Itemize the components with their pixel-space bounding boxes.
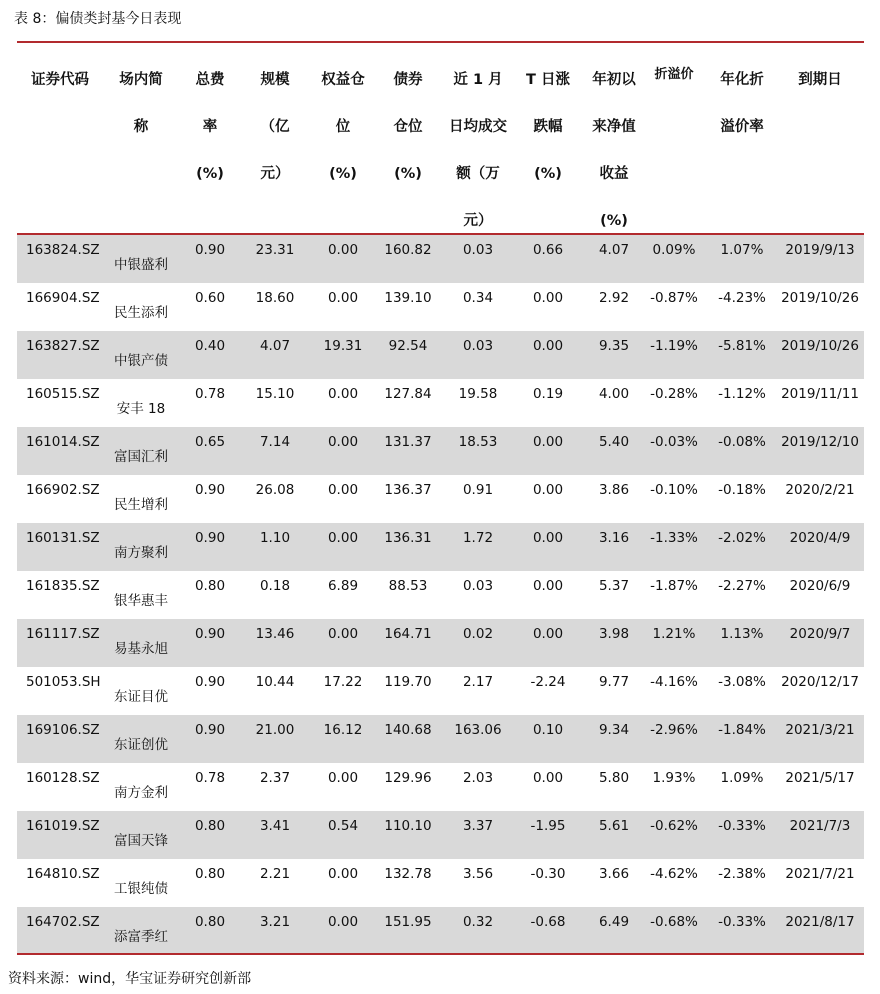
cell-fee: 0.90 [194, 482, 226, 498]
cell-bond: 92.54 [388, 338, 428, 354]
cell-volume: 0.03 [462, 338, 494, 354]
cell-fee: 0.60 [194, 290, 226, 306]
cell-ytd: 9.35 [598, 338, 630, 354]
cell-premium: -1.87% [650, 578, 698, 594]
table-row [17, 427, 864, 475]
column-header-name: 场内简 称 [119, 72, 163, 135]
cell-maturity: 2020/6/9 [789, 578, 851, 594]
cell-change: 0.00 [532, 626, 564, 642]
cell-ytd: 9.77 [598, 674, 630, 690]
bottom-rule [17, 953, 864, 955]
cell-equity: 0.00 [327, 482, 359, 498]
cell-ytd: 4.00 [598, 386, 630, 402]
cell-name: 工银纯债 [114, 881, 168, 897]
cell-volume: 18.53 [458, 434, 498, 450]
cell-premium: -0.87% [650, 290, 698, 306]
cell-fee: 0.90 [194, 242, 226, 258]
cell-code: 164702.SZ [26, 914, 100, 930]
table-row [17, 283, 864, 331]
cell-equity: 0.00 [327, 386, 359, 402]
cell-equity: 0.00 [327, 242, 359, 258]
table-row [17, 667, 864, 715]
cell-code: 163827.SZ [26, 338, 100, 354]
cell-maturity: 2021/7/21 [785, 866, 855, 882]
cell-maturity: 2019/10/26 [781, 338, 859, 354]
cell-bond: 151.95 [384, 914, 432, 930]
table-row [17, 811, 864, 859]
cell-annual: 1.13% [720, 626, 764, 642]
cell-maturity: 2021/5/17 [785, 770, 855, 786]
column-header-scale: 规模 （亿 元） [260, 72, 290, 182]
cell-bond: 136.37 [384, 482, 432, 498]
cell-code: 161019.SZ [26, 818, 100, 834]
column-header-fee: 总费 率 (%) [195, 72, 225, 182]
cell-fee: 0.65 [194, 434, 226, 450]
cell-change: 0.00 [532, 338, 564, 354]
cell-equity: 0.00 [327, 770, 359, 786]
cell-fee: 0.80 [194, 866, 226, 882]
cell-code: 160131.SZ [26, 530, 100, 546]
cell-bond: 88.53 [388, 578, 428, 594]
cell-change: -1.95 [530, 818, 566, 834]
cell-equity: 16.12 [323, 722, 363, 738]
cell-scale: 23.31 [255, 242, 295, 258]
cell-premium: -4.62% [650, 866, 698, 882]
table-row [17, 715, 864, 763]
table-header [17, 43, 864, 233]
cell-scale: 26.08 [255, 482, 295, 498]
cell-ytd: 3.16 [598, 530, 630, 546]
cell-code: 163824.SZ [26, 242, 100, 258]
cell-name: 银华惠丰 [114, 593, 168, 609]
cell-volume: 0.03 [462, 242, 494, 258]
cell-code: 169106.SZ [26, 722, 100, 738]
cell-equity: 0.00 [327, 434, 359, 450]
cell-equity: 17.22 [323, 674, 363, 690]
source-note: 资料来源：wind，华宝证券研究创新部 [8, 971, 252, 987]
column-header-change: T 日涨 跌幅 (%) [526, 72, 570, 182]
cell-name: 东证目优 [114, 689, 168, 705]
cell-ytd: 5.37 [598, 578, 630, 594]
cell-annual: 1.07% [720, 242, 764, 258]
cell-change: 0.00 [532, 578, 564, 594]
cell-volume: 19.58 [458, 386, 498, 402]
cell-annual: -2.27% [718, 578, 766, 594]
column-header-volume: 近 1 月 日均成交 额（万 元） [449, 72, 507, 229]
cell-change: 0.10 [532, 722, 564, 738]
cell-change: 0.66 [532, 242, 564, 258]
cell-name: 易基永旭 [114, 641, 168, 657]
cell-ytd: 5.40 [598, 434, 630, 450]
cell-scale: 21.00 [255, 722, 295, 738]
cell-code: 164810.SZ [26, 866, 100, 882]
cell-bond: 110.10 [384, 818, 432, 834]
cell-change: 0.00 [532, 434, 564, 450]
cell-name: 富国天锋 [114, 833, 168, 849]
cell-maturity: 2020/9/7 [789, 626, 851, 642]
cell-premium: -0.03% [650, 434, 698, 450]
cell-fee: 0.80 [194, 818, 226, 834]
cell-maturity: 2020/2/21 [785, 482, 855, 498]
cell-annual: 1.09% [720, 770, 764, 786]
cell-scale: 7.14 [259, 434, 291, 450]
cell-maturity: 2021/8/17 [785, 914, 855, 930]
cell-maturity: 2021/3/21 [785, 722, 855, 738]
cell-code: 161117.SZ [26, 626, 100, 642]
cell-annual: -0.08% [718, 434, 766, 450]
cell-fee: 0.80 [194, 914, 226, 930]
table-row [17, 523, 864, 571]
cell-volume: 3.56 [462, 866, 494, 882]
cell-bond: 119.70 [384, 674, 432, 690]
cell-name: 中银产债 [114, 353, 168, 369]
table-row [17, 379, 864, 427]
cell-annual: -0.33% [718, 914, 766, 930]
cell-premium: -1.19% [650, 338, 698, 354]
cell-maturity: 2020/4/9 [789, 530, 851, 546]
cell-bond: 164.71 [384, 626, 432, 642]
table-row [17, 619, 864, 667]
cell-code: 160128.SZ [26, 770, 100, 786]
cell-annual: -0.18% [718, 482, 766, 498]
table-row [17, 763, 864, 811]
cell-maturity: 2019/10/26 [781, 290, 859, 306]
cell-code: 161835.SZ [26, 578, 100, 594]
cell-name: 民生添利 [114, 305, 168, 321]
cell-equity: 0.00 [327, 530, 359, 546]
cell-annual: -4.23% [718, 290, 766, 306]
cell-premium: -1.33% [650, 530, 698, 546]
cell-name: 南方金利 [114, 785, 168, 801]
cell-change: 0.00 [532, 530, 564, 546]
cell-ytd: 4.07 [598, 242, 630, 258]
cell-code: 501053.SH [26, 674, 101, 690]
cell-scale: 18.60 [255, 290, 295, 306]
cell-volume: 0.02 [462, 626, 494, 642]
cell-bond: 140.68 [384, 722, 432, 738]
cell-volume: 163.06 [454, 722, 502, 738]
cell-fee: 0.78 [194, 770, 226, 786]
column-header-code: 证券代码 [31, 72, 89, 88]
cell-ytd: 3.98 [598, 626, 630, 642]
cell-ytd: 9.34 [598, 722, 630, 738]
cell-scale: 3.21 [259, 914, 291, 930]
cell-change: -0.30 [530, 866, 566, 882]
table-row [17, 571, 864, 619]
column-header-equity: 权益仓 位 (%) [321, 72, 365, 182]
cell-volume: 1.72 [462, 530, 494, 546]
cell-equity: 0.00 [327, 290, 359, 306]
cell-equity: 0.54 [327, 818, 359, 834]
cell-bond: 127.84 [384, 386, 432, 402]
cell-volume: 3.37 [462, 818, 494, 834]
cell-scale: 2.21 [259, 866, 291, 882]
cell-premium: -0.62% [650, 818, 698, 834]
cell-volume: 0.91 [462, 482, 494, 498]
column-header-maturity: 到期日 [798, 72, 842, 88]
cell-annual: -1.12% [718, 386, 766, 402]
cell-maturity: 2019/11/11 [781, 386, 859, 402]
cell-bond: 131.37 [384, 434, 432, 450]
cell-equity: 6.89 [327, 578, 359, 594]
table-row [17, 235, 864, 283]
cell-annual: -2.38% [718, 866, 766, 882]
column-header-ytd: 年初以 来净值 收益 (%) [592, 72, 636, 229]
cell-bond: 136.31 [384, 530, 432, 546]
cell-name: 民生增利 [114, 497, 168, 513]
cell-code: 160515.SZ [26, 386, 100, 402]
cell-premium: -2.96% [650, 722, 698, 738]
cell-change: 0.00 [532, 290, 564, 306]
cell-name: 东证创优 [114, 737, 168, 753]
cell-fee: 0.78 [194, 386, 226, 402]
cell-maturity: 2019/9/13 [785, 242, 855, 258]
cell-name: 南方聚利 [114, 545, 168, 561]
table-caption: 表 8：偏债类封基今日表现 [14, 11, 182, 27]
cell-change: 0.00 [532, 770, 564, 786]
cell-name: 安丰 18 [116, 401, 166, 417]
cell-scale: 4.07 [259, 338, 291, 354]
cell-maturity: 2019/12/10 [781, 434, 859, 450]
cell-ytd: 2.92 [598, 290, 630, 306]
cell-name: 富国汇利 [114, 449, 168, 465]
cell-scale: 10.44 [255, 674, 295, 690]
cell-premium: -0.10% [650, 482, 698, 498]
cell-volume: 0.03 [462, 578, 494, 594]
table-body [17, 235, 864, 955]
cell-change: -2.24 [530, 674, 566, 690]
cell-name: 中银盛利 [114, 257, 168, 273]
cell-code: 166902.SZ [26, 482, 100, 498]
cell-bond: 129.96 [384, 770, 432, 786]
table-row [17, 859, 864, 907]
cell-volume: 2.03 [462, 770, 494, 786]
cell-premium: -0.28% [650, 386, 698, 402]
cell-ytd: 3.86 [598, 482, 630, 498]
cell-scale: 2.37 [259, 770, 291, 786]
cell-ytd: 5.61 [598, 818, 630, 834]
column-header-bond: 债券 仓位 (%) [393, 72, 423, 182]
cell-change: 0.00 [532, 482, 564, 498]
cell-fee: 0.40 [194, 338, 226, 354]
cell-scale: 0.18 [259, 578, 291, 594]
cell-bond: 132.78 [384, 866, 432, 882]
cell-equity: 19.31 [323, 338, 363, 354]
cell-scale: 15.10 [255, 386, 295, 402]
cell-ytd: 6.49 [598, 914, 630, 930]
cell-code: 161014.SZ [26, 434, 100, 450]
cell-premium: 0.09% [652, 242, 696, 258]
cell-fee: 0.90 [194, 722, 226, 738]
cell-scale: 13.46 [255, 626, 295, 642]
cell-code: 166904.SZ [26, 290, 100, 306]
cell-premium: 1.21% [652, 626, 696, 642]
cell-annual: -3.08% [718, 674, 766, 690]
cell-volume: 0.32 [462, 914, 494, 930]
cell-change: 0.19 [532, 386, 564, 402]
cell-change: -0.68 [530, 914, 566, 930]
cell-name: 添富季红 [114, 929, 168, 945]
cell-premium: 1.93% [652, 770, 696, 786]
table-row [17, 475, 864, 523]
cell-scale: 3.41 [259, 818, 291, 834]
table-row [17, 907, 864, 955]
cell-ytd: 3.66 [598, 866, 630, 882]
cell-volume: 0.34 [462, 290, 494, 306]
cell-premium: -4.16% [650, 674, 698, 690]
cell-annual: -0.33% [718, 818, 766, 834]
cell-annual: -2.02% [718, 530, 766, 546]
cell-scale: 1.10 [259, 530, 291, 546]
cell-maturity: 2021/7/3 [789, 818, 851, 834]
cell-fee: 0.90 [194, 674, 226, 690]
cell-fee: 0.80 [194, 578, 226, 594]
cell-volume: 2.17 [462, 674, 494, 690]
cell-fee: 0.90 [194, 626, 226, 642]
table-row [17, 331, 864, 379]
column-header-premium: 折溢价 [654, 67, 694, 82]
cell-equity: 0.00 [327, 866, 359, 882]
cell-bond: 160.82 [384, 242, 432, 258]
cell-bond: 139.10 [384, 290, 432, 306]
cell-equity: 0.00 [327, 626, 359, 642]
cell-premium: -0.68% [650, 914, 698, 930]
column-header-annual: 年化折 溢价率 [720, 72, 764, 135]
cell-ytd: 5.80 [598, 770, 630, 786]
cell-maturity: 2020/12/17 [781, 674, 859, 690]
cell-annual: -1.84% [718, 722, 766, 738]
cell-annual: -5.81% [718, 338, 766, 354]
cell-fee: 0.90 [194, 530, 226, 546]
cell-equity: 0.00 [327, 914, 359, 930]
